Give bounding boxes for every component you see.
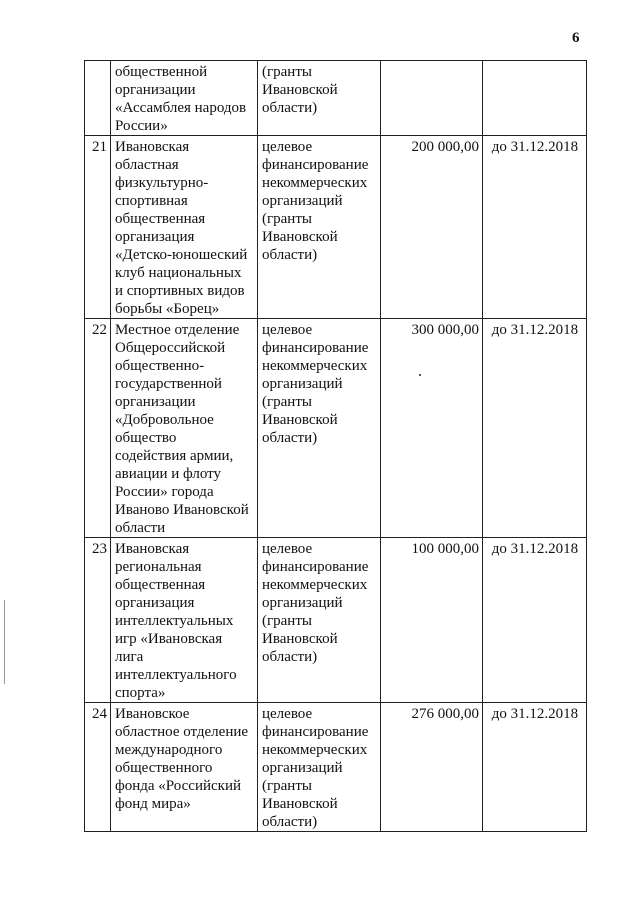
organization-line: организация <box>115 595 195 611</box>
table-row <box>85 136 587 319</box>
organization-line: интеллектуального <box>115 667 237 683</box>
organization-line: Иваново Ивановской <box>115 502 249 518</box>
purpose-line: финансирование <box>262 340 369 356</box>
purpose-line: некоммерческих <box>262 175 368 191</box>
grants-table-body <box>85 61 587 832</box>
organization-line: спорта» <box>115 685 166 701</box>
deadline-cell <box>483 136 587 319</box>
grant-amount: 100 000,00 <box>411 541 479 557</box>
deadline-cell <box>483 703 587 832</box>
organization-line: Общероссийской <box>115 340 226 356</box>
organization-line: Местное отделение <box>115 322 240 338</box>
row-number-cell <box>85 703 111 832</box>
deadline-cell <box>483 538 587 703</box>
organization-line: области <box>115 520 166 536</box>
deadline-date: до 31.12.2018 <box>491 139 579 155</box>
purpose-line: организаций <box>262 595 343 611</box>
purpose-line: (гранты <box>262 64 312 80</box>
purpose-line: целевое <box>262 541 313 557</box>
purpose-line: области) <box>262 814 318 830</box>
deadline-date: до 31.12.2018 <box>491 322 579 338</box>
purpose-line: организаций <box>262 376 343 392</box>
deadline-cell <box>483 319 587 538</box>
organization-line: общественная <box>115 577 206 593</box>
row-number-cell <box>85 61 111 136</box>
grant-amount: 200 000,00 <box>411 139 479 155</box>
purpose-line: финансирование <box>262 724 369 740</box>
organization-line: фонда «Российский <box>115 778 241 794</box>
organization-line: физкультурно- <box>115 175 209 191</box>
organization-line: «Ассамблея народов <box>115 100 247 116</box>
purpose-line: области) <box>262 247 318 263</box>
organization-cell <box>111 136 258 319</box>
organization-line: фонд мира» <box>115 796 191 812</box>
scan-margin-mark <box>4 600 5 684</box>
purpose-line: некоммерческих <box>262 577 368 593</box>
deadline-date: до 31.12.2018 <box>491 706 579 722</box>
organization-line: областное отделение <box>115 724 249 740</box>
purpose-cell <box>258 703 381 832</box>
row-number-cell <box>85 538 111 703</box>
purpose-cell <box>258 136 381 319</box>
purpose-line: финансирование <box>262 157 369 173</box>
organization-line: региональная <box>115 559 202 575</box>
amount-cell <box>381 61 483 136</box>
organization-line: Ивановская <box>115 139 190 155</box>
row-number: 24 <box>92 706 107 722</box>
purpose-cell <box>258 319 381 538</box>
amount-cell <box>381 136 483 319</box>
purpose-line: целевое <box>262 322 313 338</box>
purpose-line: некоммерческих <box>262 358 368 374</box>
row-number-cell <box>85 319 111 538</box>
organization-line: авиации и флоту <box>115 466 222 482</box>
purpose-cell <box>258 538 381 703</box>
grants-table <box>84 60 587 832</box>
purpose-line: области) <box>262 100 318 116</box>
table-row <box>85 538 587 703</box>
organization-line: борьбы «Борец» <box>115 301 220 317</box>
organization-cell <box>111 538 258 703</box>
organization-line: лига <box>115 649 144 665</box>
purpose-line: (гранты <box>262 778 312 794</box>
organization-line: организации <box>115 394 196 410</box>
organization-line: «Добровольное <box>115 412 214 428</box>
table-row <box>85 319 587 538</box>
organization-line: Ивановское <box>115 706 190 722</box>
deadline-cell <box>483 61 587 136</box>
purpose-line: (гранты <box>262 211 312 227</box>
grant-amount: 300 000,00 <box>411 322 479 338</box>
purpose-line: (гранты <box>262 613 312 629</box>
organization-line: интеллектуальных <box>115 613 234 629</box>
organization-line: клуб национальных <box>115 265 242 281</box>
organization-cell <box>111 61 258 136</box>
organization-cell <box>111 319 258 538</box>
organization-line: содействия армии, <box>115 448 234 464</box>
organization-line: общество <box>115 430 177 446</box>
organization-line: Ивановская <box>115 541 190 557</box>
amount-cell <box>381 703 483 832</box>
organization-line: областная <box>115 157 179 173</box>
organization-line: организация <box>115 229 195 245</box>
purpose-line: (гранты <box>262 394 312 410</box>
organization-line: «Детско-юношеский <box>115 247 248 263</box>
purpose-line: целевое <box>262 706 313 722</box>
purpose-cell <box>258 61 381 136</box>
organization-line: игр «Ивановская <box>115 631 223 647</box>
organization-line: общественно- <box>115 358 205 374</box>
grant-amount: 276 000,00 <box>411 706 479 722</box>
row-number: 21 <box>92 139 107 155</box>
purpose-line: организаций <box>262 193 343 209</box>
table-row <box>85 703 587 832</box>
organization-line: организации <box>115 82 196 98</box>
organization-line: государственной <box>115 376 222 392</box>
organization-cell <box>111 703 258 832</box>
purpose-line: Ивановской <box>262 82 338 98</box>
purpose-line: Ивановской <box>262 412 338 428</box>
purpose-line: Ивановской <box>262 631 338 647</box>
purpose-line: организаций <box>262 760 343 776</box>
organization-line: спортивная <box>115 193 188 209</box>
organization-line: России» города <box>115 484 214 500</box>
purpose-line: Ивановской <box>262 229 338 245</box>
organization-line: общественной <box>115 64 208 80</box>
scan-dot <box>419 374 421 376</box>
organization-line: общественная <box>115 211 206 227</box>
organization-line: международного <box>115 742 223 758</box>
organization-line: России» <box>115 118 168 134</box>
row-number-cell <box>85 136 111 319</box>
purpose-line: Ивановской <box>262 796 338 812</box>
amount-cell <box>381 538 483 703</box>
purpose-line: некоммерческих <box>262 742 368 758</box>
organization-line: общественного <box>115 760 213 776</box>
organization-line: и спортивных видов <box>115 283 245 299</box>
deadline-date: до 31.12.2018 <box>491 541 579 557</box>
row-number: 22 <box>92 322 107 338</box>
purpose-line: области) <box>262 430 318 446</box>
table-row <box>85 61 587 136</box>
row-number: 23 <box>92 541 107 557</box>
purpose-line: финансирование <box>262 559 369 575</box>
purpose-line: целевое <box>262 139 313 155</box>
purpose-line: области) <box>262 649 318 665</box>
page-number: 6 <box>572 30 580 46</box>
amount-cell <box>381 319 483 538</box>
